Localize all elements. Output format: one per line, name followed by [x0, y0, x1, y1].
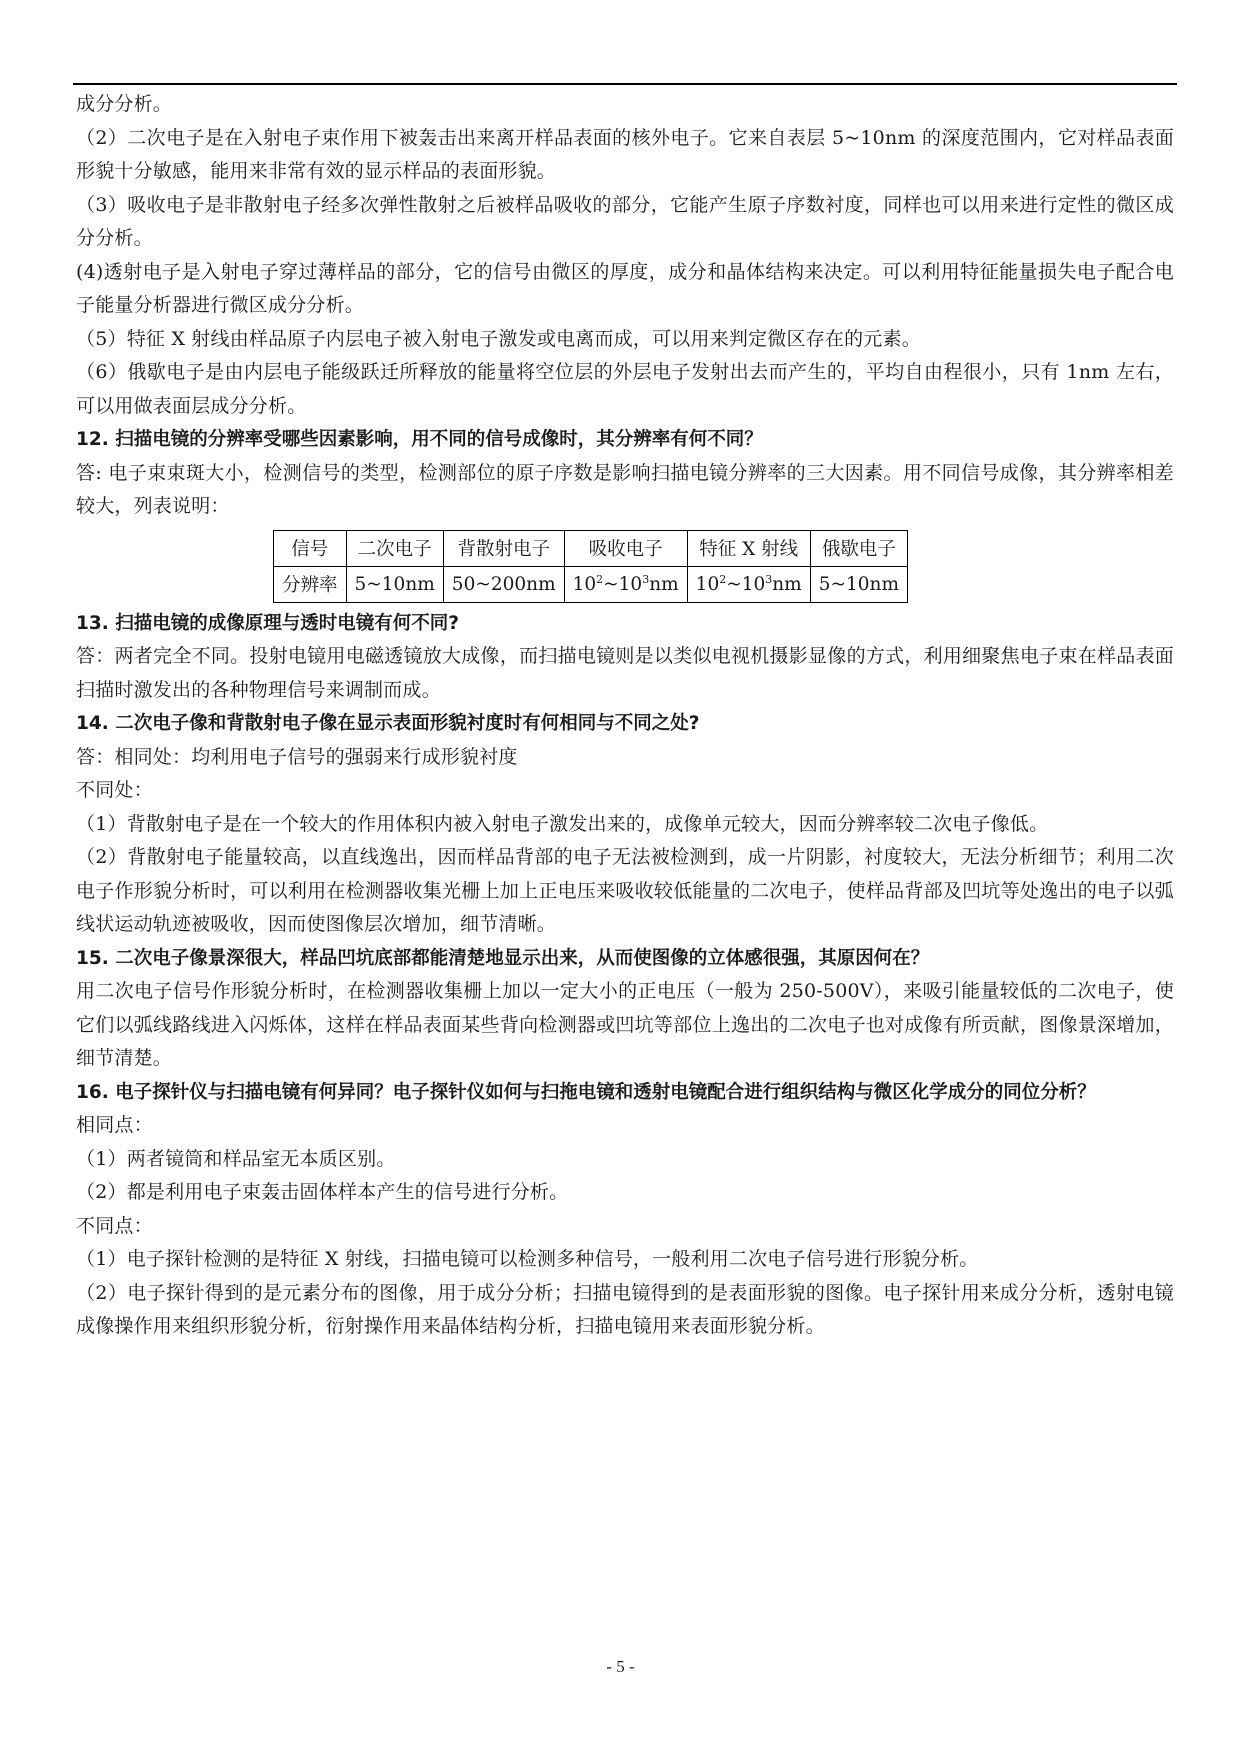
question-13-answer: 答：两者完全不同。投射电镜用电磁透镜放大成像，而扫描电镜则是以类似电视机摄影显像的方式，利用细聚焦电子束在样品表面扫描时激发出的各种物理信号来调制而成。	[76, 645, 1174, 701]
cell-text: nm	[772, 574, 802, 596]
table-cell: 背散射电子	[443, 530, 564, 566]
question-12-answer: 答: 电子束束斑大小，检测信号的类型，检测部位的原子序数是影响扫描电镜分辨率的三大因素。用不同信号成像，其分辨率相差较大，列表说明：	[76, 461, 1174, 517]
question-14-heading: 14. 二次电子像和背散射电子像在显示表面形貌衬度时有何相同与不同之处?	[76, 713, 700, 734]
question-15-heading: 15. 二次电子像景深很大，样品凹坑底部都能清楚地显示出来，从而使图像的立体感很强，其原因何在？	[76, 947, 930, 969]
table-cell: 二次电子	[346, 530, 443, 566]
paragraph: 相同点：	[76, 1114, 153, 1136]
table-cell	[687, 566, 810, 602]
cell-text: ~10	[726, 574, 766, 596]
table-cell: 特征 X 射线	[687, 530, 810, 566]
paragraph: （1）电子探针检测的是特征 X 射线，扫描电镜可以检测多种信号，一般利用二次电子信号进行形貌分析。	[76, 1248, 979, 1270]
table-cell: 吸收电子	[564, 530, 687, 566]
paragraph: (4)透射电子是入射电子穿过薄样品的部分，它的信号由微区的厚度，成分和晶体结构来决定。可以利用特征能量损失电子配合电子能量分析器进行微区成分分析。	[76, 260, 1174, 316]
table-cell: 50~200nm	[443, 566, 564, 602]
resolution-table	[273, 530, 908, 603]
superscript: 2	[719, 572, 727, 586]
table-row	[274, 530, 908, 566]
question-15-answer: 用二次电子信号作形貌分析时，在检测器收集栅上加以一定大小的正电压（一般为 250-500V），来吸引能量较低的二次电子，使它们以弧线路线进入闪烁体，这样在样品表面某些背向检测器或凹坑等部位上逸出的二次电子也对成像有所贡献，图像景深增加，细节清楚。	[76, 980, 1174, 1069]
superscript: 3	[765, 572, 773, 586]
table-cell: 俄歇电子	[810, 530, 907, 566]
paragraph: （1）背散射电子是在一个较大的作用体积内被入射电子激发出来的，成像单元较大，因而分辨率较二次电子像低。	[76, 812, 1049, 835]
page-number: - 5 -	[606, 1657, 635, 1676]
cell-text: 10	[695, 574, 720, 596]
page-content	[76, 88, 1174, 1344]
paragraph: 不同点：	[76, 1214, 153, 1237]
table-cell: 5~10nm	[346, 566, 443, 602]
paragraph: （1）两者镜筒和样品室无本质区别。	[76, 1147, 396, 1170]
question-16-heading: 16. 电子探针仪与扫描电镜有何异同？电子探针仪如何与扫拖电镜和透射电镜配合进行组织结构与微区化学成分的同位分析？	[76, 1081, 1096, 1103]
paragraph: （2）背散射电子能量较高，以直线逸出，因而样品背部的电子无法被检测到，成一片阴影，衬度较大，无法分析细节；利用二次电子作形貌分析时，可以利用在检测器收集光栅上加上正电压来吸收较低能量的二次电子，使样品背部及凹坑等处逸出的电子以弧线状运动轨迹被吸收，因而使图像层次增加，细节清晰。	[76, 846, 1174, 935]
paragraph: （3）吸收电子是非散射电子经多次弹性散射之后被样品吸收的部分，它能产生原子序数衬度，同样也可以用来进行定性的微区成分分析。	[76, 193, 1174, 249]
paragraph: （2）都是利用电子束轰击固体样本产生的信号进行分析。	[76, 1181, 569, 1203]
paragraph: （2）二次电子是在入射电子束作用下被轰击出来离开样品表面的核外电子。它来自表层 5~10nm 的深度范围内，它对样品表面形貌十分敏感，能用来非常有效的显示样品的表面形貌。	[76, 126, 1174, 182]
superscript: 2	[596, 572, 604, 586]
table-cell: 信号	[274, 530, 347, 566]
cell-text: nm	[649, 574, 679, 596]
paragraph: 成分分析。	[76, 93, 173, 115]
paragraph: （5）特征 X 射线由样品原子内层电子被入射电子激发或电离而成，可以用来判定微区存在的元素。	[76, 327, 921, 350]
superscript: 3	[642, 572, 650, 586]
paragraph: （6）俄歇电子是由内层电子能级跃迁所释放的能量将空位层的外层电子发射出去而产生的，平均自由程很小，只有 1nm 左右，可以用做表面层成分分析。	[76, 361, 1174, 417]
paragraph: 答：相同处：均利用电子信号的强弱来行成形貌衬度	[76, 745, 518, 768]
table-row	[274, 566, 908, 602]
question-13-heading: 13. 扫描电镜的成像原理与透时电镜有何不同?	[76, 612, 459, 634]
table-cell: 分辨率	[274, 566, 347, 602]
paragraph: （2）电子探针得到的是元素分布的图像，用于成分分析；扫描电镜得到的是表面形貌的图像。电子探针用来成分分析，透射电镜成像操作用来组织形貌分析，衍射操作用来晶体结构分析，扫描电镜用来表面形貌分析。	[76, 1281, 1174, 1337]
header-rule	[73, 83, 1177, 85]
table-cell	[564, 566, 687, 602]
table-cell: 5~10nm	[810, 566, 907, 602]
cell-text: ~10	[603, 574, 643, 596]
question-12-heading: 12. 扫描电镜的分辨率受哪些因素影响，用不同的信号成像时，其分辨率有何不同？	[76, 429, 763, 450]
cell-text: 10	[572, 574, 597, 596]
paragraph: 不同处：	[76, 779, 153, 801]
